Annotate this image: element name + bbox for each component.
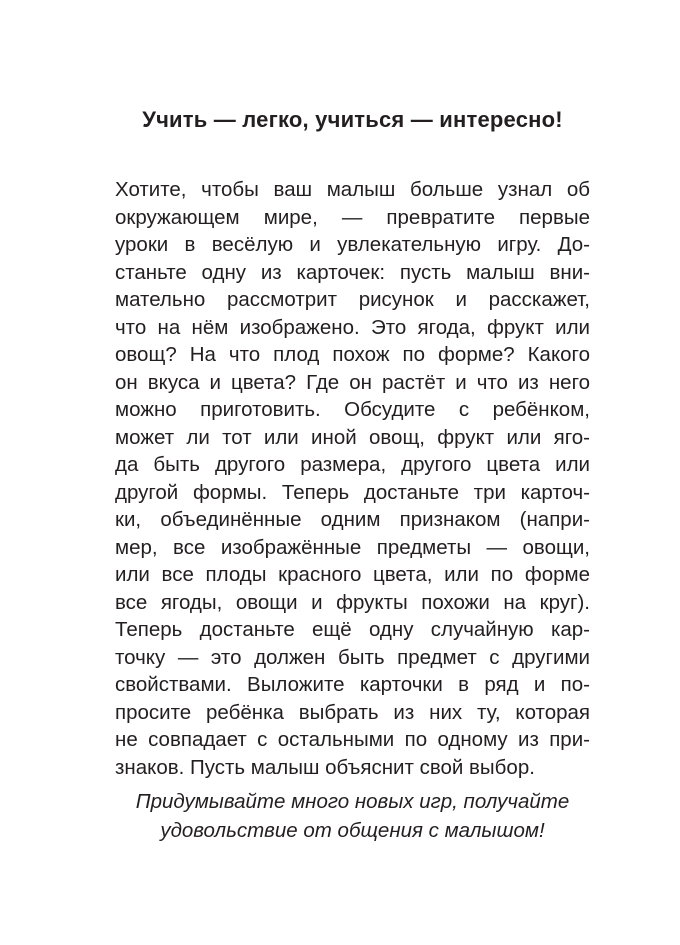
body-line: не совпадает с остальными по одному из при- bbox=[115, 728, 590, 751]
body-line: овощ? На что плод похож по форме? Какого bbox=[115, 343, 590, 366]
body-line: да быть другого размера, другого цвета или bbox=[115, 453, 590, 476]
body-line: он вкуса и цвета? Где он растёт и что из него bbox=[115, 370, 590, 394]
body-line: уроки в весёлую и увлекательную игру. До- bbox=[115, 233, 590, 256]
closing-note bbox=[95, 787, 610, 845]
page-title: Учить — легко, учиться — интересно! bbox=[142, 107, 563, 132]
closing-line: удовольствие от общения с малышом! bbox=[160, 819, 545, 842]
body-line: можно приготовить. Обсудите с ребёнком, bbox=[115, 398, 590, 421]
body-line: мательно рассмотрит рисунок и расскажет, bbox=[115, 288, 590, 311]
closing-line: Придумывайте много новых игр, получайте bbox=[135, 790, 570, 813]
body-line: свойствами. Выложите карточки в ряд и по- bbox=[115, 673, 590, 696]
body-line: или все плоды красного цвета, или по форме bbox=[115, 563, 590, 586]
body-line: точку — это должен быть предмет с другими bbox=[115, 645, 590, 669]
body-line: Хотите, чтобы ваш малыш больше узнал об bbox=[115, 178, 590, 201]
body-line: просите ребёнка выбрать из них ту, которая bbox=[115, 700, 590, 724]
body-paragraph bbox=[115, 176, 590, 781]
body-line: что на нём изображено. Это ягода, фрукт или bbox=[115, 315, 590, 339]
body-line-last: знаков. Пусть малыш объяснит свой выбор. bbox=[115, 755, 535, 779]
body-line: может ли тот или иной овощ, фрукт или яго- bbox=[115, 425, 590, 449]
body-line: Теперь достаньте ещё одну случайную кар- bbox=[115, 618, 590, 641]
body-line: все ягоды, овощи и фрукты похожи на круг). bbox=[115, 590, 590, 614]
body-line: мер, все изображённые предметы — овощи, bbox=[115, 535, 590, 559]
body-line: окружающем мире, — превратите первые bbox=[115, 205, 590, 229]
body-line: другой формы. Теперь достаньте три карточ- bbox=[115, 480, 590, 504]
body-line: ки, объединённые одним признаком (напри- bbox=[115, 508, 590, 531]
body-line: станьте одну из карточек: пусть малыш вни- bbox=[115, 260, 590, 284]
